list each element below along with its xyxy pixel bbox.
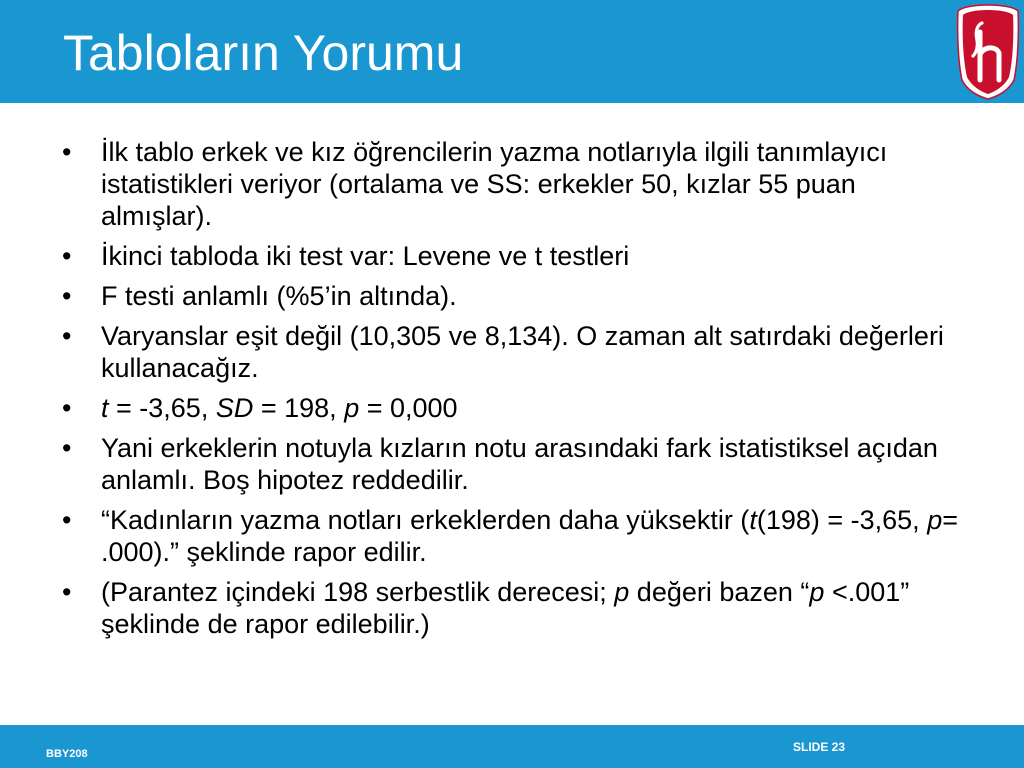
- bullet-item: [60, 240, 965, 272]
- bullet-text-part: = .000).” şeklinde rapor edilir.: [101, 505, 958, 567]
- p-symbol: p: [809, 577, 825, 607]
- slide-title: Tabloların Yorumu: [63, 25, 464, 81]
- bullet-text: Varyanslar eşit değil (10,305 ve 8,134). O zaman alt satırdaki değerleri kullanacağız.: [101, 321, 944, 383]
- bullet-dot: •: [62, 577, 72, 607]
- sd-symbol: SD: [215, 393, 254, 423]
- t-symbol: t: [101, 393, 109, 423]
- bullet-text-part: (Parantez içindeki 198 serbestlik derecesi;: [101, 577, 615, 607]
- bullet-text: Yani erkeklerin notuyla kızların notu arasındaki fark istatistiksel açıdan anlamlı. Boş hipotez reddedilir.: [101, 433, 938, 495]
- bullet-item: [60, 576, 965, 640]
- bullet-text: F testi anlamlı (%5’in altında).: [101, 281, 457, 311]
- bullet-item: [60, 280, 965, 312]
- hacettepe-logo-icon: [955, 2, 1021, 101]
- p-symbol: p: [344, 393, 360, 423]
- bullet-text: İkinci tabloda iki test var: Levene ve t testleri: [101, 241, 630, 271]
- bullet-text-part: <.001” şeklinde de rapor edilebilir.): [101, 577, 910, 639]
- bullet-text-part: “Kadınların yazma notları erkeklerden daha yüksektir (: [101, 505, 750, 535]
- t-symbol: t: [749, 505, 757, 535]
- slide-number: SLIDE 23: [793, 740, 846, 754]
- bullet-dot: •: [62, 321, 72, 351]
- bullet-item: [60, 320, 965, 384]
- bullet-text-part: (198) = -3,65,: [756, 505, 928, 535]
- p-symbol: p: [927, 505, 943, 535]
- bullet-item: [60, 136, 965, 232]
- bullet-item: [60, 432, 965, 496]
- p-symbol: p: [614, 577, 630, 607]
- p-value: = 0,000: [359, 393, 458, 423]
- bullet-text-part: değeri bazen “: [629, 577, 810, 607]
- bullet-dot: •: [62, 241, 72, 271]
- course-code: BBY208: [46, 748, 88, 760]
- bullet-item: [60, 392, 965, 424]
- sd-value: = 198,: [253, 393, 345, 423]
- bullet-item: [60, 504, 965, 568]
- bullet-dot: •: [62, 393, 72, 423]
- footer-bar: [0, 725, 1024, 768]
- bullet-dot: •: [62, 281, 72, 311]
- bullet-list: [60, 136, 965, 648]
- bullet-dot: •: [62, 137, 72, 167]
- bullet-dot: •: [62, 505, 72, 535]
- bullet-dot: •: [62, 433, 72, 463]
- bullet-text: İlk tablo erkek ve kız öğrencilerin yazma notlarıyla ilgili tanımlayıcı istatistikleri veriyor (ortalama ve SS: erkekler 50, kızlar 55 puan almışlar).: [101, 137, 888, 231]
- t-value: = -3,65,: [108, 393, 216, 423]
